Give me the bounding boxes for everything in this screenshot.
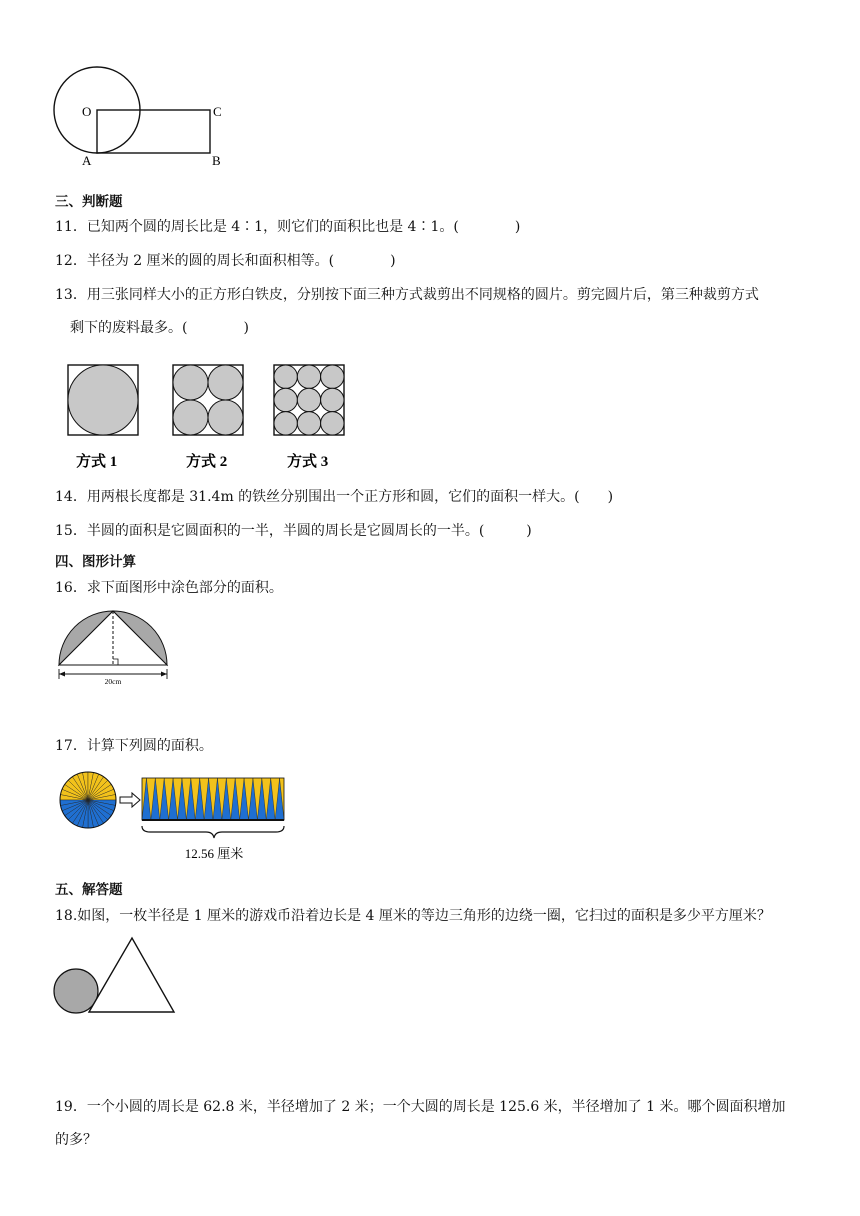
dimension-label: 20cm [104,677,122,686]
section-3-title: 三、判断题 [55,194,123,210]
question-17-text: 计算下列圆的面积。 [86,738,213,754]
question-13-line-2: 剩下的废料最多。( ) [70,320,249,336]
question-12 [55,251,396,271]
dimension-arrow-left [59,672,65,677]
label-c: C [213,104,222,119]
coin-circle [54,969,98,1013]
cutting-patterns-figure [60,360,360,475]
sector-circle [60,772,116,828]
question-17-number: 17． [55,738,87,754]
question-11-text: 已知两个圆的周长比是 4∶1，则它们的面积比也是 4∶1。( ) [86,219,521,235]
label-a: A [82,153,92,168]
question-16-text: 求下面图形中涂色部分的面积。 [86,580,283,596]
pattern-1 [68,365,138,435]
rearranged-strip [142,778,284,820]
question-18-number: 18. [55,908,78,924]
figure-rectangle [97,110,210,153]
circle-rectangle-figure [40,60,240,175]
question-13-number: 13． [55,287,87,303]
strip-length-label: 12.56 厘米 [184,846,244,861]
brace [142,826,284,838]
question-12-number: 12． [55,253,87,269]
question-12-text: 半径为 2 厘米的圆的周长和面积相等。( ) [86,253,396,269]
question-18-text: 如图，一枚半径是 1 厘米的游戏币沿着边长是 4 厘米的等边三角形的边绕一圈，它扫过的面积是多少平方厘米？ [77,908,771,924]
label-o: O [82,104,92,119]
question-19-line-2: 的多？ [55,1132,97,1148]
pattern-1-caption: 方式 1 [76,454,118,470]
label-b: B [212,153,221,168]
section-4-title: 四、图形计算 [55,554,136,570]
question-19-number: 19． [55,1099,87,1115]
pattern-3 [274,365,344,435]
question-19-text: 一个小圆的周长是 62.8 米，半径增加了 2 米；一个大圆的周长是 125.6 米，半径增加了 1 米。哪个圆面积增加 [86,1099,786,1115]
circle-rearrange-figure [58,770,298,865]
pattern-2 [173,365,243,435]
question-16-number: 16． [55,580,87,596]
question-16 [55,578,283,598]
question-15-number: 15． [55,523,87,539]
semicircle-figure [52,608,177,688]
pattern-3-caption: 方式 3 [287,454,329,470]
pattern-2-caption: 方式 2 [186,454,228,470]
question-18 [55,906,771,926]
question-14 [55,487,613,507]
question-13 [55,285,759,305]
equilateral-triangle [89,938,174,1012]
coin-triangle-figure [50,934,180,1018]
question-14-number: 14． [55,489,87,505]
question-15-text: 半圆的面积是它圆面积的一半，半圆的周长是它圆周长的一半。( ) [86,523,532,539]
question-17 [55,736,213,756]
question-14-text: 用两根长度都是 31.4m 的铁丝分别围出一个正方形和圆，它们的面积一样大。( ) [86,489,614,505]
dimension-arrow-right [161,672,167,677]
question-11 [55,217,520,237]
question-19 [55,1097,786,1117]
transform-arrow-icon [120,793,140,807]
question-11-number: 11． [55,219,87,235]
question-15 [55,521,532,541]
section-5-title: 五、解答题 [55,882,123,898]
question-13-text: 用三张同样大小的正方形白铁皮，分别按下面三种方式裁剪出不同规格的圆片。剪完圆片后，第三种裁剪方式 [86,287,759,303]
